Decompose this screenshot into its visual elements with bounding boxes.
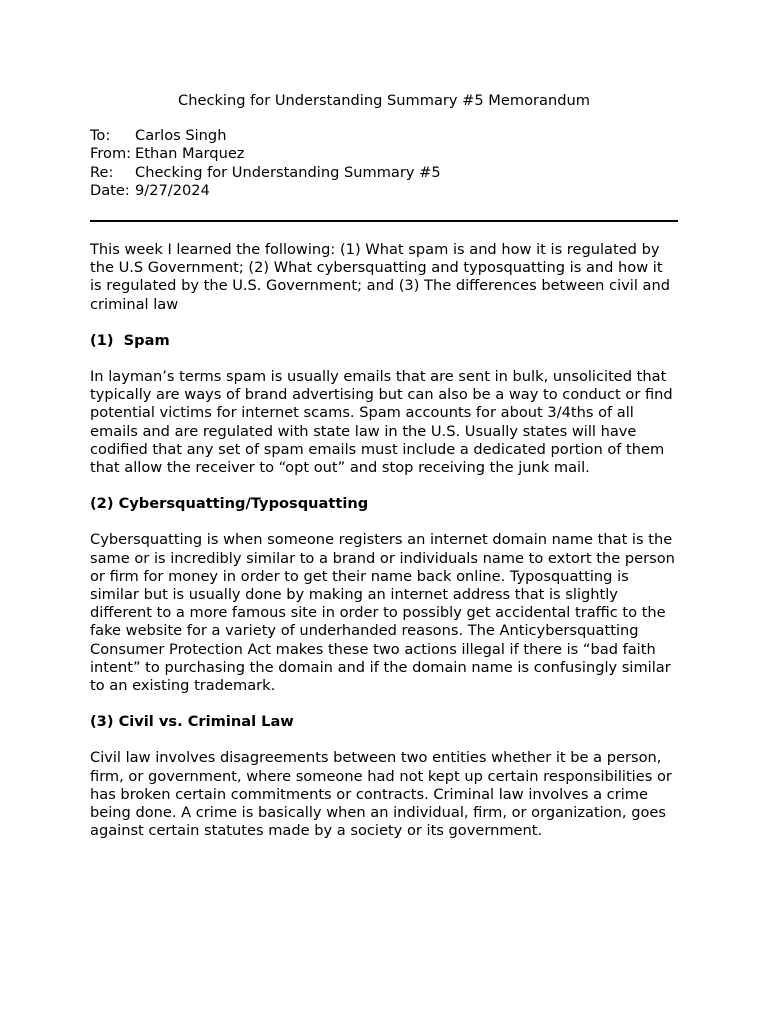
section-body-cybersquatting: Cybersquatting is when someone registers an internet domain name that is the same or is incredibly similar to a brand or individuals name to extort the person or firm for money in order to get their name back online. Typosquatting is similar but is usually done by making an internet address that is slightly different to a more famous site in order to possibly get accidental traffic to the fake website for a variety of underhanded reasons. The Anticybersquatting Consumer Protection Act makes these two actions illegal if there is “bad faith intent” to purchasing the domain and if the domain name is confusingly similar to an existing trademark.	[90, 531, 675, 695]
header-from-row	[90, 145, 678, 163]
section-body-civil-criminal: Civil law involves disagreements between two entities whether it be a person, firm, or government, where someone had not kept up certain responsibilities or has broken certain commitments or contracts. Criminal law involves a crime being done. A crime is basically when an individual, firm, or organization, goes against certain statutes made by a society or its government.	[90, 749, 672, 840]
header-date-label: Date:	[90, 181, 130, 199]
intro-paragraph: This week I learned the following: (1) What spam is and how it is regulated by the U.S Government; (2) What cybersquatting and typosquatting is and how it is regulated by the U.S. Government; and (3) The differences between civil and criminal law	[90, 241, 670, 313]
header-date-value: 9/27/2024	[135, 181, 210, 199]
header-from-value: Ethan Marquez	[135, 145, 245, 163]
header-re-value: Checking for Understanding Summary #5	[135, 163, 441, 181]
header-re-row	[90, 164, 678, 182]
section-body-spam: In layman’s terms spam is usually emails that are sent in bulk, unsolicited that typically are ways of brand advertising but can also be a way to conduct or find potential victims for internet scams. Spam accounts for about 3/4ths of all emails and are regulated with state law in the U.S. Usually states will have codified that any set of spam emails must include a dedicated portion of them that allow the receiver to “opt out” and stop receiving the junk mail.	[90, 368, 673, 477]
section-heading-cybersquatting: (2) Cybersquatting/Typosquatting	[90, 495, 369, 513]
section-heading-spam: (1) Spam	[90, 331, 170, 349]
header-re-label: Re:	[90, 163, 114, 181]
header-from-label: From:	[90, 145, 132, 163]
memo-header	[90, 127, 678, 200]
header-to-row	[90, 127, 678, 145]
memo-title: Checking for Understanding Summary #5 Memorandum	[178, 92, 590, 109]
header-date-row	[90, 182, 678, 200]
section-heading-civil-criminal: (3) Civil vs. Criminal Law	[90, 713, 294, 731]
header-divider	[90, 220, 678, 222]
header-to-label: To:	[90, 127, 111, 145]
memo-content	[90, 92, 678, 841]
header-to-value: Carlos Singh	[135, 127, 227, 145]
